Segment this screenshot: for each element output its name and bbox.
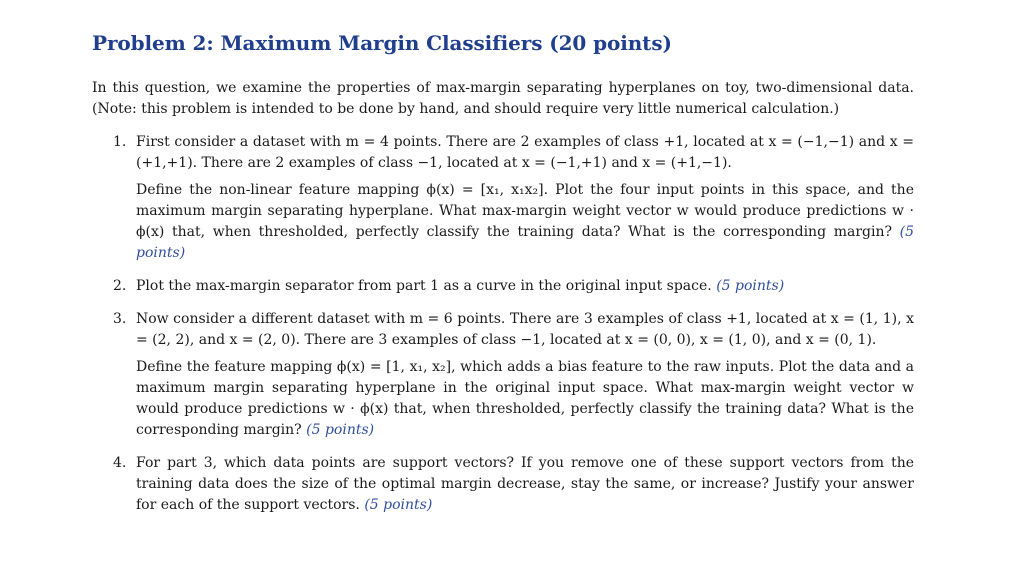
list-item (92, 132, 914, 264)
problem-list (92, 132, 914, 516)
item-text (136, 276, 914, 297)
item-body: Define the feature mapping ϕ(x) = [1, x₁, x₂], which adds a bias feature to the raw inputs. Plot the data and a maximum margin separating hyperplane in the original input space. What max-margin weight vector w would produce predictions w · ϕ(x) that, when thresholded, perfectly classify the training data? What is the corresponding margin? (136, 359, 914, 438)
item-number: 4. (113, 455, 127, 471)
item-text (136, 180, 914, 264)
item-body: Define the non-linear feature mapping ϕ(x) = [x₁, x₁x₂]. Plot the four input points in this space, and the maximum margin separating hyperplane. What max-margin weight vector w would produce predictions w · ϕ(x) that, when thresholded, perfectly classify the training data? What is the corresponding margin? (136, 182, 914, 240)
points-label: (5 points) (306, 422, 375, 438)
list-item (92, 276, 914, 297)
item-text (136, 357, 914, 441)
points-label: (5 points) (136, 224, 914, 261)
intro-paragraph: In this question, we examine the properties of max-margin separating hyperplanes on toy, two-dimensional data. (Note: this problem is intended to be done by hand, and should require very little numerical calculation.) (92, 80, 914, 117)
problem-title: Problem 2: Maximum Margin Classifiers (20 points) (92, 31, 672, 55)
item-body: First consider a dataset with m = 4 points. There are 2 examples of class +1, located at x = (−1,−1) and x = (+1,+1). There are 2 examples of class −1, located at x = (−1,+1) and x = (+1,−1). (136, 134, 914, 171)
document-page (92, 30, 914, 528)
item-number: 3. (113, 311, 127, 327)
list-item (92, 309, 914, 441)
item-body: Now consider a different dataset with m = 6 points. There are 3 examples of class +1, located at x = (1, 1), x = (2, 2), and x = (2, 0). There are 3 examples of class −1, located at x = (0, 0), x = (1, 0), and x = (0, 1). (136, 311, 914, 348)
item-body: Plot the max-margin separator from part 1 as a curve in the original input space. (136, 278, 712, 294)
item-text (136, 132, 914, 174)
item-body: For part 3, which data points are support vectors? If you remove one of these support vectors from the training data does the size of the optimal margin decrease, stay the same, or increase? Justify your answer for each of the support vectors. (136, 455, 914, 513)
item-number: 2. (113, 278, 127, 294)
item-text (136, 309, 914, 351)
points-label: (5 points) (364, 497, 433, 513)
points-label: (5 points) (716, 278, 785, 294)
item-number: 1. (113, 134, 127, 150)
item-text (136, 453, 914, 516)
list-item (92, 453, 914, 516)
